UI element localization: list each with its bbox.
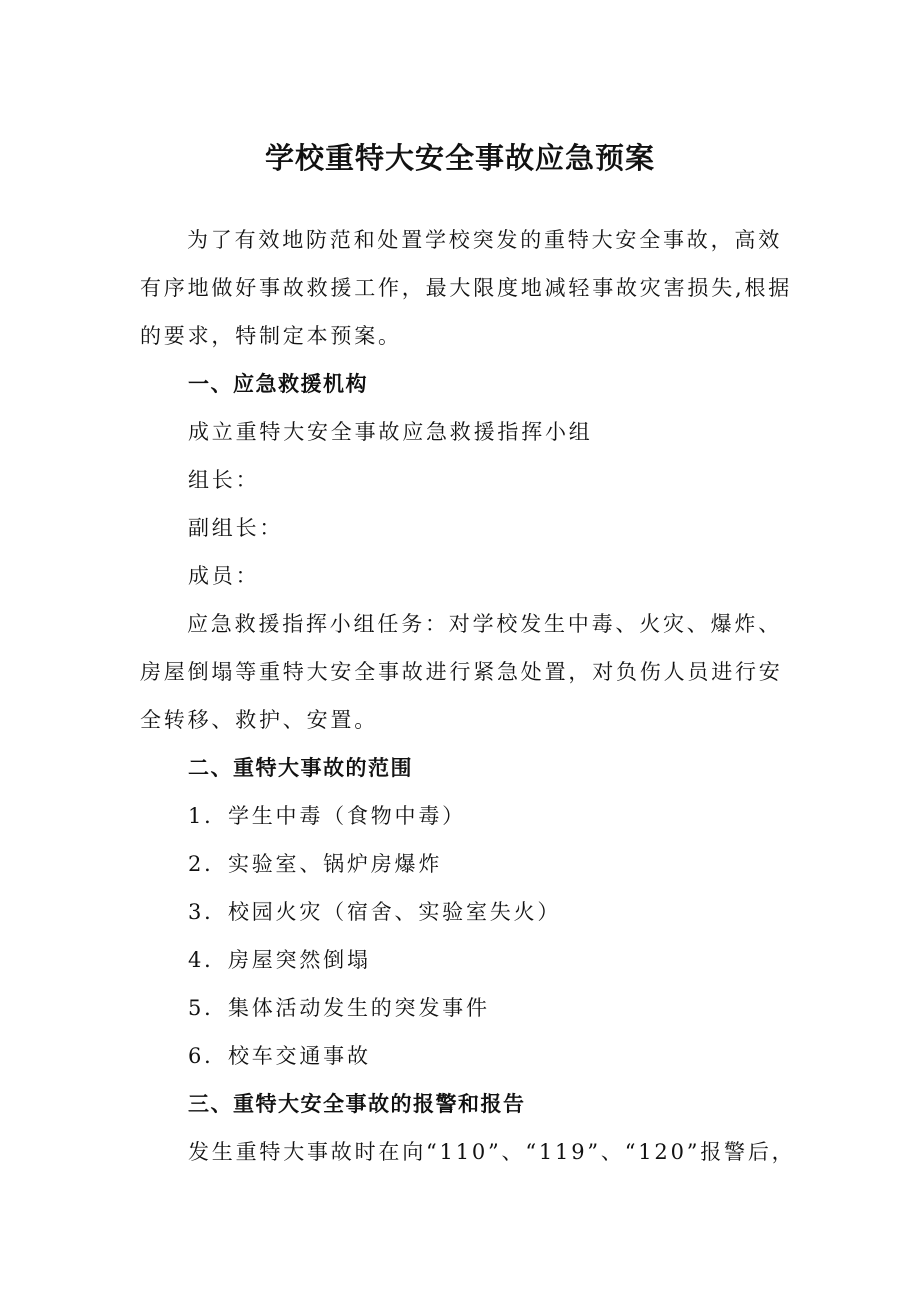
scope-item: 3．校园火灾（宿舍、实验室失火） bbox=[188, 900, 562, 924]
scope-item: 6．校车交通事故 bbox=[188, 1044, 371, 1068]
intro-paragraph: 为了有效地防范和处置学校突发的重特大安全事故，高效有序地做好事故救援工作，最大限度地减轻事故灾害损失,根据的要求，特制定本预案。 bbox=[140, 228, 793, 348]
leader-line: 组长： bbox=[188, 468, 260, 492]
section-2-heading: 二、重特大事故的范围 bbox=[188, 756, 413, 780]
deputy-leader-line: 副组长： bbox=[188, 516, 284, 540]
section-3-heading: 三、重特大安全事故的报警和报告 bbox=[188, 1092, 526, 1116]
report-paragraph: 发生重特大事故时在向“110”、“119”、“120”报警后， bbox=[188, 1140, 796, 1164]
scope-item: 4．房屋突然倒塌 bbox=[188, 948, 371, 972]
scope-item: 5．集体活动发生的突发事件 bbox=[188, 996, 490, 1020]
scope-item: 2．实验室、锅炉房爆炸 bbox=[188, 852, 443, 876]
task-paragraph: 应急救援指挥小组任务：对学校发生中毒、火灾、爆炸、房屋倒塌等重特大安全事故进行紧急处置，对负伤人员进行安全转移、救护、安置。 bbox=[140, 612, 783, 732]
document-title: 学校重特大安全事故应急预案 bbox=[264, 141, 655, 175]
scope-item: 1．学生中毒（食物中毒） bbox=[188, 804, 466, 828]
command-group-line: 成立重特大安全事故应急救援指挥小组 bbox=[188, 420, 593, 444]
members-line: 成员： bbox=[188, 564, 260, 588]
section-1-heading: 一、应急救援机构 bbox=[188, 372, 368, 396]
